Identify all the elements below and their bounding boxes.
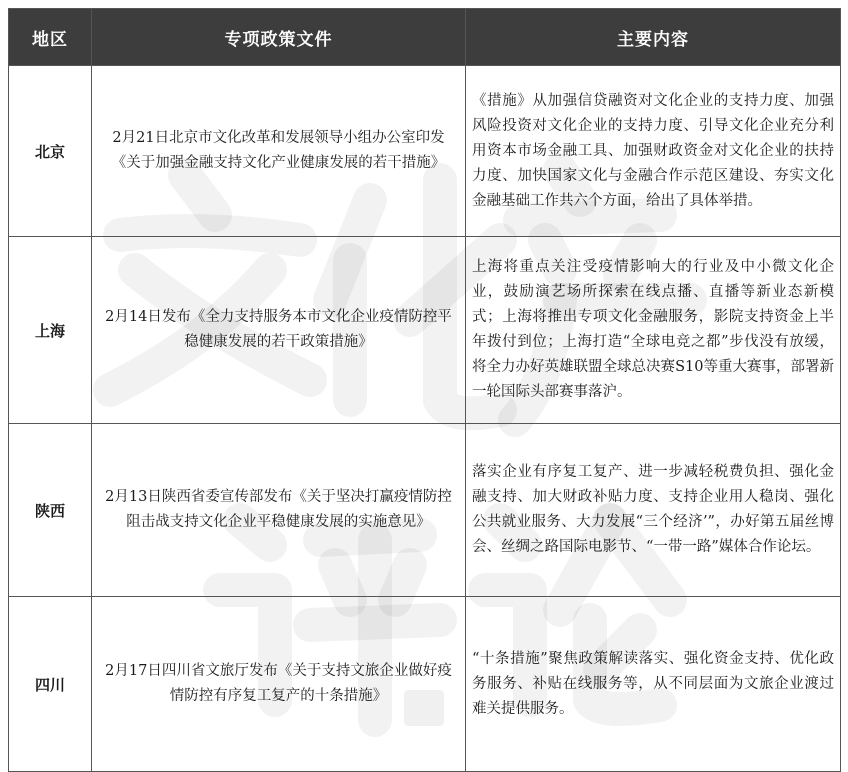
- document-cell: 2月21日北京市文化改革和发展领导小组办公室印发《关于加强金融支持文化产业健康发展的若干措施》: [92, 66, 466, 237]
- region-cell: 四川: [9, 597, 92, 772]
- document-cell: 2月13日陕西省委宣传部发布《关于坚决打赢疫情防控阻击战支持文化企业平稳健康发展的实施意见》: [92, 424, 466, 597]
- content-cell: “十条措施”聚焦政策解读落实、强化资金支持、优化政务服务、补贴在线服务等，从不同层面为文旅企业渡过难关提供服务。: [466, 597, 841, 772]
- table-row: [9, 597, 841, 772]
- content-cell: 《措施》从加强信贷融资对文化企业的支持力度、加强风险投资对文化企业的支持力度、引导文化企业充分利用资本市场金融工具、加强财政资金对文化企业的扶持力度、加快国家文化与金融合作示范区建设、夯实文化金融基础工作共六个方面，给出了具体举措。: [466, 66, 841, 237]
- policy-table: [8, 8, 841, 772]
- table-row: [9, 66, 841, 237]
- column-header-document: 专项政策文件: [92, 9, 466, 66]
- table-header-row: [9, 9, 841, 66]
- column-header-region: 地区: [9, 9, 92, 66]
- column-header-content: 主要内容: [466, 9, 841, 66]
- content-cell: 落实企业有序复工复产、进一步减轻税费负担、强化金融支持、加大财政补贴力度、支持企业用人稳岗、强化公共就业服务、大力发展“三个经济’”，办好第五届丝博会、丝绸之路国际电影节、“一带一路”媒体合作论坛。: [466, 424, 841, 597]
- region-cell: 上海: [9, 237, 92, 424]
- table-row: [9, 424, 841, 597]
- table-row: [9, 237, 841, 424]
- region-cell: 北京: [9, 66, 92, 237]
- document-cell: 2月17日四川省文旅厅发布《关于支持文旅企业做好疫情防控有序复工复产的十条措施》: [92, 597, 466, 772]
- content-cell: 上海将重点关注受疫情影响大的行业及中小微文化企业，鼓励演艺场所探索在线点播、直播等新业态新模式；上海将推出专项文化金融服务，影院支持资金上半年拨付到位；上海打造“全球电竞之都”步伐没有放缓，将全力办好英雄联盟全球总决赛S10等重大赛事，部署新一轮国际头部赛事落沪。: [466, 237, 841, 424]
- document-cell: 2月14日发布《全力支持服务本市文化企业疫情防控平稳健康发展的若干政策措施》: [92, 237, 466, 424]
- region-cell: 陕西: [9, 424, 92, 597]
